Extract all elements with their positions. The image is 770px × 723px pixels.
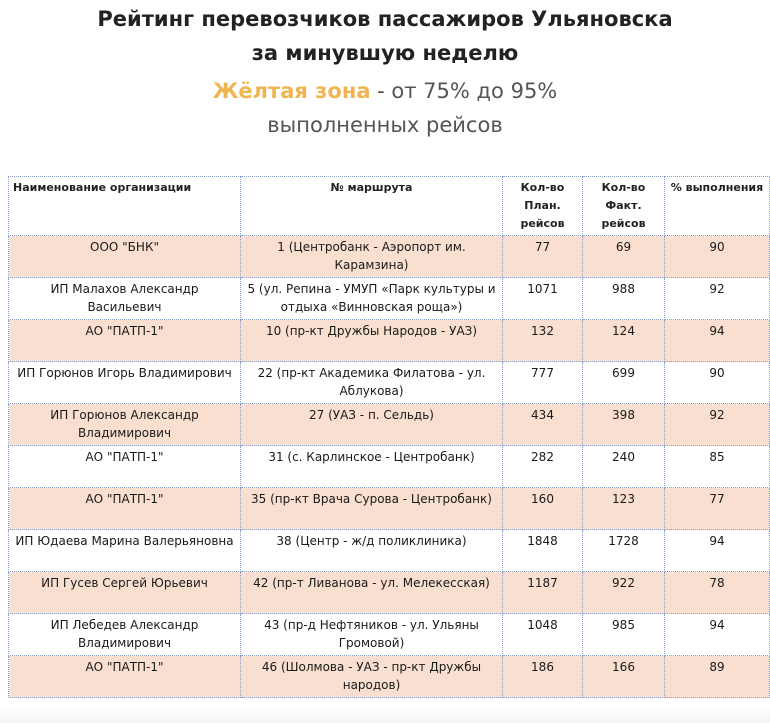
bottom-fade — [0, 705, 770, 723]
cell-route: 42 (пр-т Ливанова - ул. Мелекесская) — [241, 572, 503, 614]
cell-fact: 124 — [583, 320, 665, 362]
cell-org: АО "ПАТП-1" — [9, 656, 241, 698]
subtitle-line-1 — [0, 76, 770, 106]
cell-plan: 160 — [503, 488, 583, 530]
cell-fact: 988 — [583, 278, 665, 320]
cell-org: АО "ПАТП-1" — [9, 488, 241, 530]
table-row — [9, 572, 770, 614]
col-fact-line-1: Кол-во — [601, 181, 646, 194]
zone-label: Жёлтая зона — [212, 79, 371, 103]
cell-route: 46 (Шолмова - УАЗ - пр-кт Дружбы народов) — [241, 656, 503, 698]
cell-pct: 85 — [665, 446, 770, 488]
table-row — [9, 656, 770, 698]
col-fact-line-2: Факт. — [605, 199, 642, 212]
cell-fact: 123 — [583, 488, 665, 530]
cell-pct: 92 — [665, 404, 770, 446]
cell-org: ИП Горюнов Александр Владимирович — [9, 404, 241, 446]
cell-pct: 90 — [665, 362, 770, 404]
cell-fact: 922 — [583, 572, 665, 614]
cell-pct: 94 — [665, 614, 770, 656]
cell-route: 1 (Центробанк - Аэропорт им. Карамзина) — [241, 236, 503, 278]
cell-pct: 77 — [665, 488, 770, 530]
title-line-2: за минувшую неделю — [251, 41, 519, 65]
table-row — [9, 362, 770, 404]
table-row — [9, 530, 770, 572]
col-plan-line-2: План. — [524, 199, 561, 212]
table-row — [9, 446, 770, 488]
cell-org: ИП Гусев Сергей Юрьевич — [9, 572, 241, 614]
col-fact-line-3: рейсов — [601, 217, 646, 230]
cell-fact: 398 — [583, 404, 665, 446]
cell-pct: 94 — [665, 320, 770, 362]
col-pct-header: % выполнения — [665, 177, 770, 236]
table-row — [9, 278, 770, 320]
cell-pct: 89 — [665, 656, 770, 698]
cell-pct: 94 — [665, 530, 770, 572]
carrier-rating-table — [8, 176, 770, 698]
cell-fact: 1728 — [583, 530, 665, 572]
cell-route: 5 (ул. Репина - УМУП «Парк культуры и отдыха «Винновская роща») — [241, 278, 503, 320]
col-plan-line-1: Кол-во — [520, 181, 565, 194]
col-route-header: № маршрута — [241, 177, 503, 236]
table-header-row — [9, 177, 770, 236]
cell-org: ИП Юдаева Марина Валерьяновна — [9, 530, 241, 572]
cell-fact: 985 — [583, 614, 665, 656]
cell-plan: 132 — [503, 320, 583, 362]
cell-plan: 434 — [503, 404, 583, 446]
cell-fact: 166 — [583, 656, 665, 698]
cell-org: ИП Лебедев Александр Владимирович — [9, 614, 241, 656]
col-plan-line-3: рейсов — [520, 217, 565, 230]
cell-fact: 699 — [583, 362, 665, 404]
table-row — [9, 320, 770, 362]
col-org-header: Наименование организации — [9, 177, 241, 236]
cell-fact: 69 — [583, 236, 665, 278]
cell-route: 22 (пр-кт Академика Филатова - ул. Аблукова) — [241, 362, 503, 404]
cell-plan: 77 — [503, 236, 583, 278]
table-row — [9, 236, 770, 278]
cell-route: 38 (Центр - ж/д поликлиника) — [241, 530, 503, 572]
title-line-1: Рейтинг перевозчиков пассажиров Ульяновска — [97, 7, 673, 31]
cell-route: 31 (с. Карлинское - Центробанк) — [241, 446, 503, 488]
cell-plan: 1048 — [503, 614, 583, 656]
cell-org: ИП Горюнов Игорь Владимирович — [9, 362, 241, 404]
cell-pct: 78 — [665, 572, 770, 614]
cell-pct: 90 — [665, 236, 770, 278]
cell-route: 27 (УАЗ - п. Сельдь) — [241, 404, 503, 446]
cell-fact: 240 — [583, 446, 665, 488]
col-plan-header — [503, 177, 583, 236]
cell-plan: 1187 — [503, 572, 583, 614]
cell-plan: 282 — [503, 446, 583, 488]
cell-org: АО "ПАТП-1" — [9, 320, 241, 362]
cell-route: 35 (пр-кт Врача Сурова - Центробанк) — [241, 488, 503, 530]
cell-pct: 92 — [665, 278, 770, 320]
cell-route: 43 (пр-д Нефтяников - ул. Ульяны Громовой) — [241, 614, 503, 656]
subtitle-line-2: выполненных рейсов — [267, 113, 503, 137]
cell-org: АО "ПАТП-1" — [9, 446, 241, 488]
cell-plan: 777 — [503, 362, 583, 404]
table-row — [9, 404, 770, 446]
cell-org: ИП Малахов Александр Васильевич — [9, 278, 241, 320]
cell-plan: 1848 — [503, 530, 583, 572]
table-row — [9, 614, 770, 656]
cell-org: ООО "БНК" — [9, 236, 241, 278]
table-row — [9, 488, 770, 530]
cell-route: 10 (пр-кт Дружбы Народов - УАЗ) — [241, 320, 503, 362]
cell-plan: 186 — [503, 656, 583, 698]
cell-plan: 1071 — [503, 278, 583, 320]
col-fact-header — [583, 177, 665, 236]
zone-range: - от 75% до 95% — [370, 79, 558, 103]
